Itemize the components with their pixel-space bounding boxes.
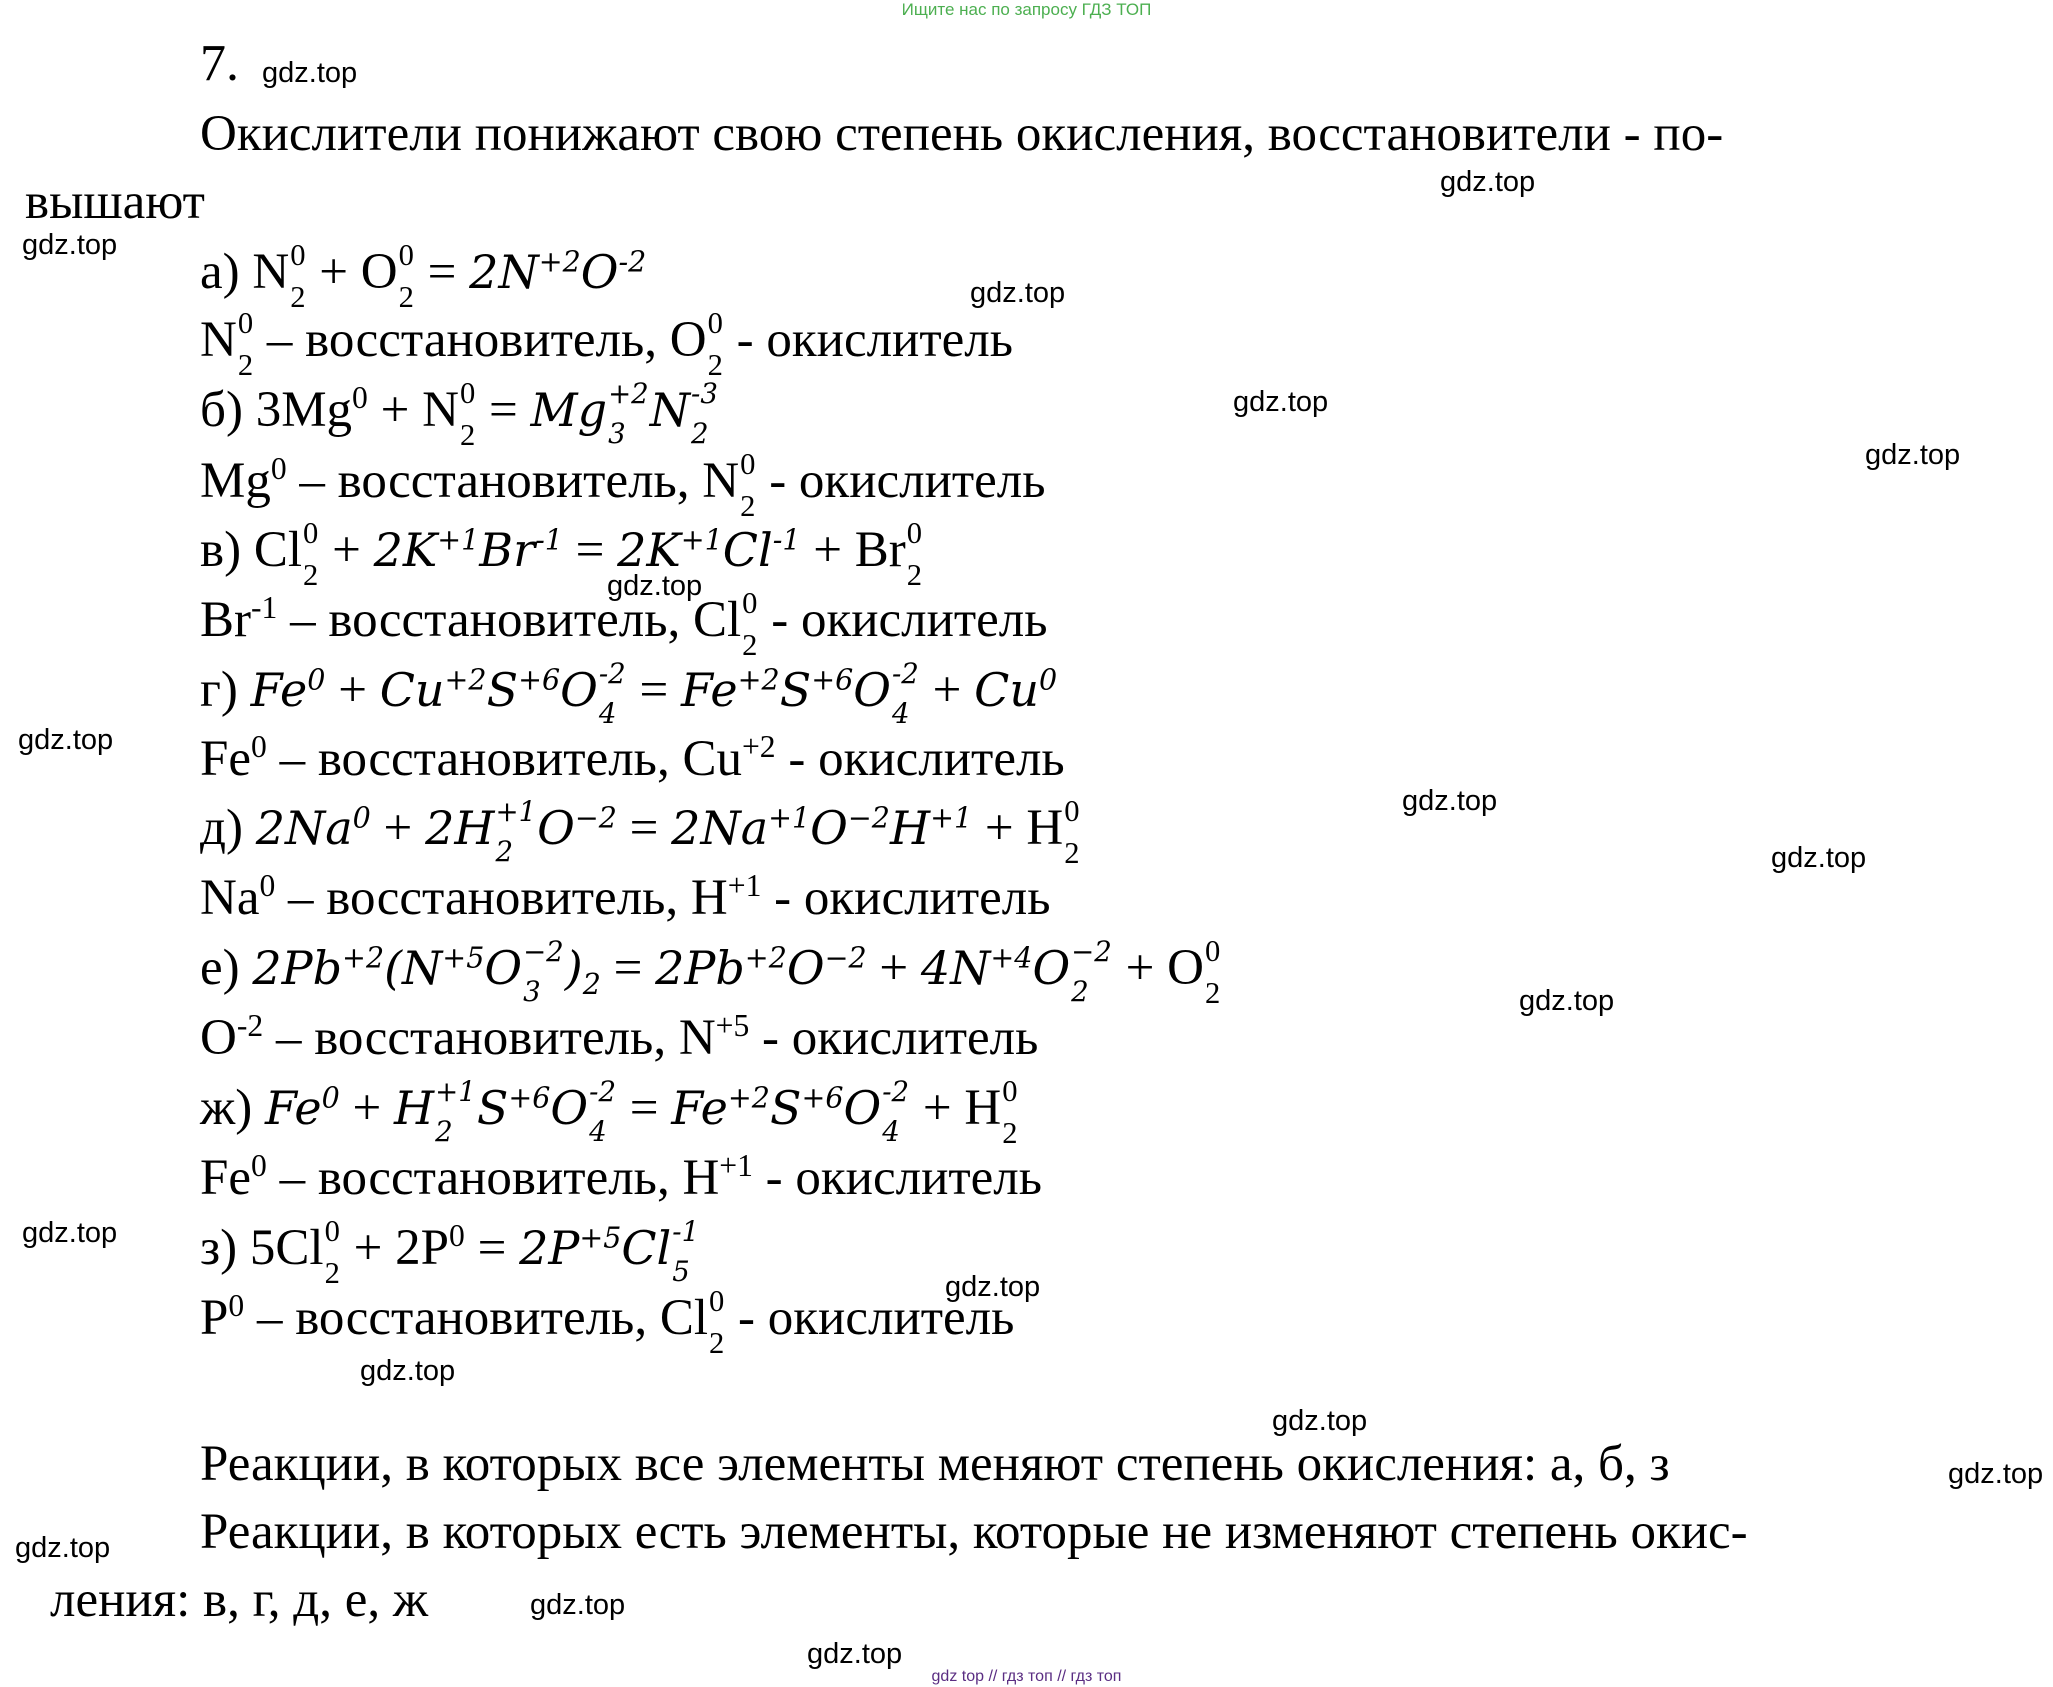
role-line-g: Fe$^0$ – восстановитель, $H^{+1}$ - окислитель [200, 1148, 1042, 1206]
watermark: gdz.top [807, 1638, 903, 1670]
equation-e: д) $2Na^0 + 2H$ +1 2 $O^{-2} = 2Na^{+1}O^{-2}H^{+1} + H$ 0 2 [200, 793, 1080, 871]
watermark: gdz.top [1771, 842, 1867, 874]
conclusion-2-line-1: Реакции, в которых есть элементы, которые не изменяют степень окис- [200, 1504, 1748, 1560]
equation-c: в) Cl 0 2 + $2K^{+1}Br^{-1} = 2K^{+1}Cl^{-1} + Br$ 0 2 [200, 515, 923, 593]
watermark: gdz.top [262, 57, 358, 89]
top-banner: Ищите нас по запросу ГДЗ ТОП [901, 0, 1152, 19]
role-line-b: Mg$^0$ – восстановитель, N 0 2 - окислитель [200, 446, 1046, 524]
role-line-c: $Br^{-1}$ – восстановитель, Cl 0 2 - окислитель [200, 585, 1048, 663]
task-number: 7. [200, 35, 239, 92]
watermark: gdz.top [22, 1217, 118, 1249]
watermark: gdz.top [360, 1355, 456, 1387]
role-line-f: $O^{-2}$ – восстановитель, $N^{+5}$ - окислитель [200, 1008, 1039, 1066]
role-line-h: $P^0$ – восстановитель, Cl 0 2 - окислитель [200, 1283, 1015, 1361]
watermark: gdz.top [1865, 439, 1961, 471]
role-line-d: Fe$^0$ – восстановитель, $Cu^{+2}$ - окислитель [200, 729, 1065, 787]
watermark: gdz.top [22, 229, 118, 261]
equation-f: е) $2Pb^{+2}(N^{+5}O$ −2 3 )$_2 = 2Pb^{+2}O^{-2} + 4N^{+4}O$ −2 2 + O 0 2 [200, 933, 1221, 1011]
role-line-a: N 0 2 – восстановитель, O 0 2 - окислитель [200, 305, 1013, 383]
watermark: gdz.top [1948, 1458, 2044, 1490]
equation-d: г) $Fe^0 + Cu^{+2}S^{+6}O$ -2 4 = $Fe^{+2}S^{+6}O$ -2 4 + $Cu^0$ [200, 657, 1058, 730]
equation-g: ж) $Fe^0 + H$ +1 2 $S^{+6}O$ -2 4 = $Fe^{+2}S^{+6}O$ -2 4 + H 0 2 [200, 1073, 1018, 1151]
conclusion-1: Реакции, в которых все элементы меняют степень окисления: а, б, з [200, 1436, 1670, 1492]
watermark: gdz.top [1233, 386, 1329, 418]
role-line-e: Na$^0$ – восстановитель, $H^{+1}$ - окислитель [200, 868, 1051, 926]
watermark: gdz.top [1440, 166, 1536, 198]
footer: gdz top // гдз топ // гдз топ [931, 1668, 1122, 1685]
intro-line-1: Окислители понижают свою степень окисления, восстановители - по- [200, 106, 1724, 162]
watermark: gdz.top [1519, 985, 1615, 1017]
intro-line-2: вышают [25, 174, 205, 230]
equation-a: а) N 0 2 + O 0 2 = $2N^{+2}O^{-2}$ [200, 237, 647, 315]
watermark: gdz.top [18, 724, 114, 756]
equation-b: б) $3Mg^0 + N$ 0 2 = Mg +2 3 N -3 2 [200, 375, 718, 453]
watermark: gdz.top [1272, 1405, 1368, 1437]
watermark: gdz.top [607, 570, 703, 602]
watermark: gdz.top [1402, 785, 1498, 817]
watermark: gdz.top [945, 1271, 1041, 1303]
equation-h: з) 5Cl 0 2 + $2P^0 = 2P^{+5}Cl$ -1 5 [200, 1213, 700, 1291]
watermark: gdz.top [970, 277, 1066, 309]
watermark: gdz.top [530, 1589, 626, 1621]
conclusion-2-line-2: ления: в, г, д, е, ж [50, 1572, 429, 1628]
watermark: gdz.top [15, 1532, 111, 1564]
